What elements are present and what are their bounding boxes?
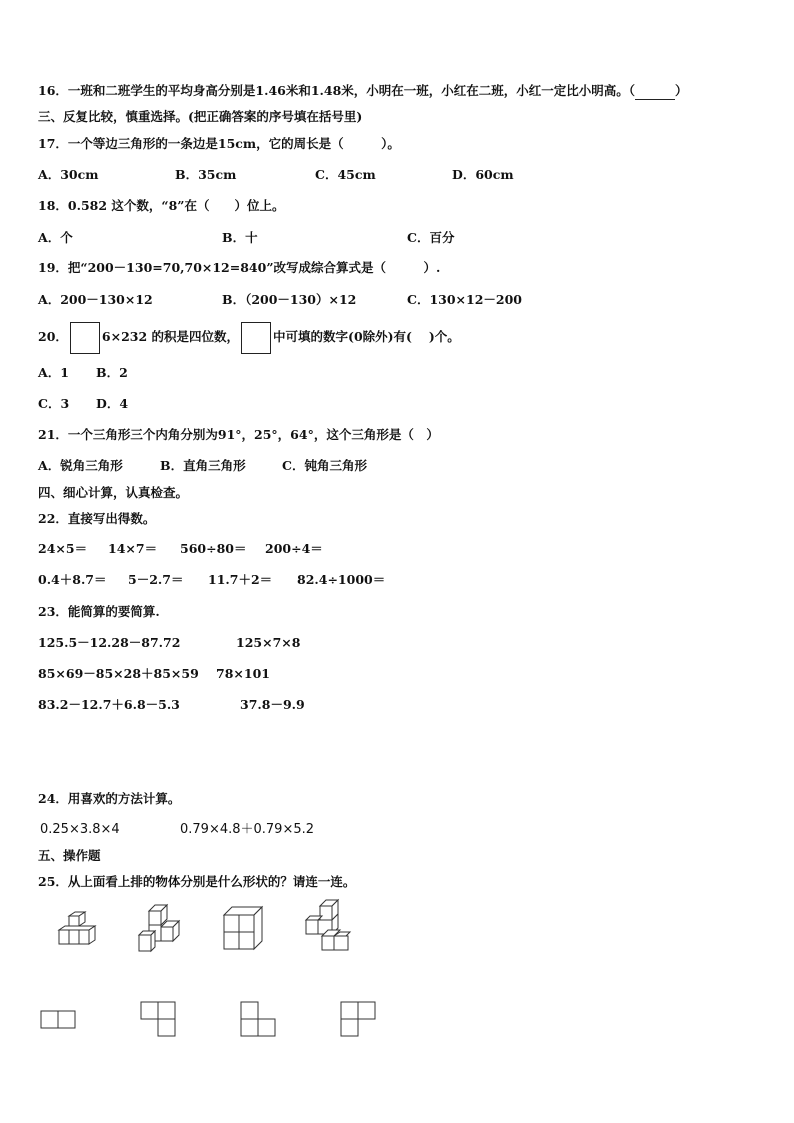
q19-option-b[interactable]: B．（200－130）×12 (222, 292, 357, 307)
q21-option-c[interactable]: C．钝角三角形 (282, 458, 367, 473)
question-25: 25．从上面看上排的物体分别是什么形状的？请连一连。 (38, 874, 356, 889)
q22-expr-5: 0.4＋8.7＝ (38, 572, 107, 587)
q19-option-c[interactable]: C．130×12－200 (407, 292, 523, 307)
question-20-suffix: 中可填的数字(0除外)有( )个。 (273, 329, 460, 344)
q17-option-c[interactable]: C．45cm (315, 167, 376, 182)
answer-blank-16[interactable] (635, 83, 675, 100)
q23-expr-4: 78×101 (216, 666, 270, 681)
q19-option-a[interactable]: A．200－130×12 (38, 292, 153, 307)
question-23: 23．能简算的要简算. (38, 604, 160, 619)
question-21: 21．一个三角形三个内角分别为91°，25°，64°，这个三角形是（ ） (38, 427, 439, 442)
question-18: 18．0.582 这个数，“8”在（ ）位上。 (38, 198, 285, 213)
question-16-tail: ） (675, 83, 688, 98)
q22-expr-2: 14×7＝ (108, 541, 158, 556)
question-19: 19．把“200－130=70,70×12=840”改写成综合算式是（ ）. (38, 260, 441, 275)
digit-box-2[interactable] (241, 322, 271, 354)
question-20-mid: 6×232 的积是四位数， (101, 329, 240, 344)
q17-option-d[interactable]: D．60cm (452, 167, 514, 182)
q18-option-a[interactable]: A．个 (38, 230, 73, 245)
question-22: 22．直接写出得数。 (38, 511, 156, 526)
digit-box-1[interactable] (70, 322, 100, 354)
section-5-heading: 五、操作题 (38, 848, 101, 863)
q20-option-d[interactable]: D．4 (96, 396, 129, 411)
question-17: 17．一个等边三角形的一条边是15cm，它的周长是（ ）。 (38, 136, 400, 151)
q22-expr-1: 24×5＝ (38, 541, 88, 556)
question-16 (38, 83, 688, 100)
top-view-shape-a-icon[interactable] (40, 1010, 80, 1030)
q23-expr-3: 85×69－85×28＋85×59 (38, 666, 199, 681)
question-20 (38, 321, 460, 354)
q22-expr-4: 200÷4＝ (265, 541, 323, 556)
q21-option-b[interactable]: B．直角三角形 (160, 458, 246, 473)
q23-expr-2: 125×7×8 (236, 635, 301, 650)
cube-figure-4-icon[interactable] (300, 900, 354, 954)
top-view-shape-b-icon[interactable] (140, 1001, 180, 1041)
question-24: 24．用喜欢的方法计算。 (38, 791, 181, 806)
q20-option-a[interactable]: A．1 (38, 365, 69, 380)
q17-option-a[interactable]: A．30cm (38, 167, 99, 182)
cube-figure-1-icon[interactable] (55, 912, 105, 952)
question-16-text: 16．一班和二班学生的平均身高分别是1.46米和1.48米，小明在一班，小红在二班，小红一定比小明高。（ (38, 83, 636, 98)
q22-expr-8: 82.4÷1000＝ (297, 572, 386, 587)
q24-expr-2: 0.79×4.8＋0.79×5.2 (180, 822, 315, 837)
q22-expr-6: 5－2.7＝ (128, 572, 184, 587)
top-view-shape-d-icon[interactable] (340, 1001, 380, 1041)
q23-expr-5: 83.2－12.7＋6.8－5.3 (38, 697, 180, 712)
q21-option-a[interactable]: A．锐角三角形 (38, 458, 123, 473)
q17-option-b[interactable]: B．35cm (175, 167, 237, 182)
q18-option-b[interactable]: B．十 (222, 230, 258, 245)
cube-figure-3-icon[interactable] (222, 907, 272, 953)
q20-option-b[interactable]: B．2 (96, 365, 128, 380)
q22-expr-7: 11.7＋2＝ (208, 572, 273, 587)
cube-figure-2-icon[interactable] (137, 905, 187, 955)
q22-expr-3: 560÷80＝ (180, 541, 247, 556)
q24-expr-1: 0.25×3.8×4 (40, 822, 120, 837)
top-view-shape-c-icon[interactable] (240, 1001, 280, 1041)
q23-expr-1: 125.5－12.28－87.72 (38, 635, 181, 650)
q23-expr-6: 37.8－9.9 (240, 697, 305, 712)
question-20-number: 20． (38, 329, 68, 344)
q18-option-c[interactable]: C．百分 (407, 230, 455, 245)
section-3-heading: 三、反复比较，慎重选择。(把正确答案的序号填在括号里) (38, 109, 363, 124)
section-4-heading: 四、细心计算，认真检查。 (38, 485, 189, 500)
q20-option-c[interactable]: C．3 (38, 396, 70, 411)
